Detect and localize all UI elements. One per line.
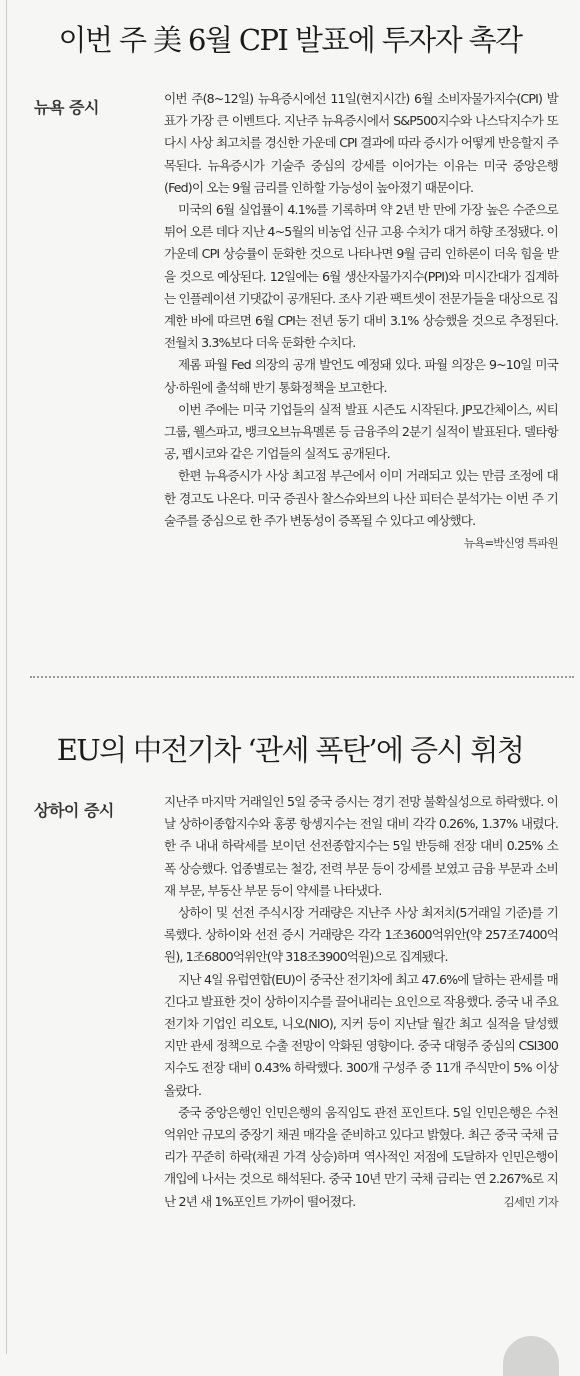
- article-paragraph: 이번 주에는 미국 기업들의 실적 발표 시즌도 시작된다. JP모간체이스, 씨티그룹, 웰스파고, 뱅크오브뉴욕멜론 등 금융주의 2분기 실적이 발표된다. 델타항공, 펩시코와 같은 기업들의 실적도 공개된다.: [164, 401, 558, 462]
- article-divider: [30, 676, 574, 678]
- article-paragraph: 이번 주(8~12일) 뉴욕증시에선 11일(현지시간) 6월 소비자물가지수(CPI) 발표가 가장 큰 이벤트다. 지난주 뉴욕증시에서 S&P500지수와 나스닥지수가 또다시 사상 최고치를 경신한 가운데 CPI 결과에 따라 증시가 어떻게 반응할지 주목된다. 뉴욕증시가 기술주 중심의 강세를 이어가는 이유는 미국 중앙은행(Fed)이 오는 9월 금리를 인하할 가능성이 높아졌기 때문이다.: [164, 91, 558, 195]
- corner-overlay-badge: [503, 1336, 559, 1376]
- article-paragraph: 지난 4일 유럽연합(EU)이 중국산 전기차에 최고 47.6%에 달하는 관세를 매긴다고 발표한 것이 상하이지수를 끌어내리는 요인으로 작용했다. 중국 내 주요 전기차 기업인 리오토, 니오(NIO), 지커 등이 지난달 월간 최고 실적을 달성했지만 관세 정책으로 수출 전망이 악화된 영향이다. 중국 대형주 중심의 CSI300지수도 전장 대비 0.43% 하락했다. 300개 구성주 중 11개 주식만이 5% 이상 올랐다.: [164, 971, 558, 1098]
- article-headline: EU의 中전기차 ‘관세 폭탄’에 증시 휘청: [56, 733, 524, 767]
- page-left-rule: [6, 0, 7, 1354]
- section-label: 상하이 증시: [34, 801, 114, 820]
- article-body: [164, 791, 558, 1213]
- article-paragraph-last: [164, 465, 558, 551]
- article-paragraph-last: [164, 1102, 558, 1213]
- section-label: 뉴욕 증시: [34, 98, 99, 117]
- article-paragraph: 지난주 마지막 거래일인 5일 중국 증시는 경기 전망 불확실성으로 하락했다. 이날 상하이종합지수와 홍콩 항셍지수는 전일 대비 각각 0.26%, 1.37% 내렸다. 한 주 내내 하락세를 보이던 선전종합지수는 5일 반등해 전장 대비 0.25% 소폭 상승했다. 업종별로는 철강, 전력 부문 등이 강세를 보였고 금융 부문과 소비재 부문, 부동산 부문 등이 약세를 나타냈다.: [164, 794, 558, 898]
- byline: 뉴욕=박신영 특파원: [463, 536, 558, 551]
- article-paragraph: 제롬 파월 Fed 의장의 공개 발언도 예정돼 있다. 파월 의장은 9~10일 미국 상·하원에 출석해 반기 통화정책을 보고한다.: [164, 357, 558, 395]
- byline: 김세민 기자: [503, 1194, 558, 1209]
- article-headline: 이번 주 美 6월 CPI 발표에 투자자 촉각: [58, 23, 522, 57]
- article-paragraph: 상하이 및 선전 주식시장 거래량은 지난주 사상 최저치(5거래일 기준)를 기록했다. 상하이와 선전 증시 거래량은 각각 1조3600억위안(약 257조7400억원), 1조6800억위안(약 318조3900억원)으로 집계됐다.: [164, 905, 558, 965]
- article-body: [164, 88, 558, 554]
- article-paragraph: 미국의 6월 실업률이 4.1%를 기록하며 약 2년 반 만에 가장 높은 수준으로 튀어 오른 데다 지난 4~5월의 비농업 신규 고용 수치가 대거 하향 조정됐다. 이 가운데 CPI 상승률이 둔화한 것으로 나타나면 9월 금리 인하론이 더욱 힘을 받을 것으로 예상된다. 12일에는 6월 생산자물가지수(PPI)와 미시간대가 집계하는 인플레이션 기댓값이 공개된다. 조사 기관 팩트셋이 전문가들을 대상으로 집계한 바에 따르면 6월 CPI는 전년 동기 대비 3.1% 상승했을 것으로 추정된다. 전월치 3.3%보다 더욱 둔화한 수치다.: [164, 202, 558, 351]
- article-paragraph-text: 한편 뉴욕증시가 사상 최고점 부근에서 이미 거래되고 있는 만큼 조정에 대한 경고도 나온다. 미국 증권사 찰스슈와브의 나산 피터슨 분석가는 이번 주 기술주를 중심으로 한 주가 변동성이 증폭될 수 있다고 예상했다.: [164, 468, 558, 528]
- article-paragraph-text: 중국 중앙은행인 인민은행의 움직임도 관전 포인트다. 5일 인민은행은 수천억위안 규모의 중장기 채권 매각을 준비하고 있다고 밝혔다. 최근 중국 국채 금리가 꾸준히 하락(채권 가격 상승)하며 역사적인 저점에 도달하자 인민은행이 개입에 나서는 것으로 해석된다. 중국 10년 만기 국채 금리는 연 2.267%로 지난 2년 새 1%포인트 가까이 떨어졌다.: [164, 1104, 558, 1209]
